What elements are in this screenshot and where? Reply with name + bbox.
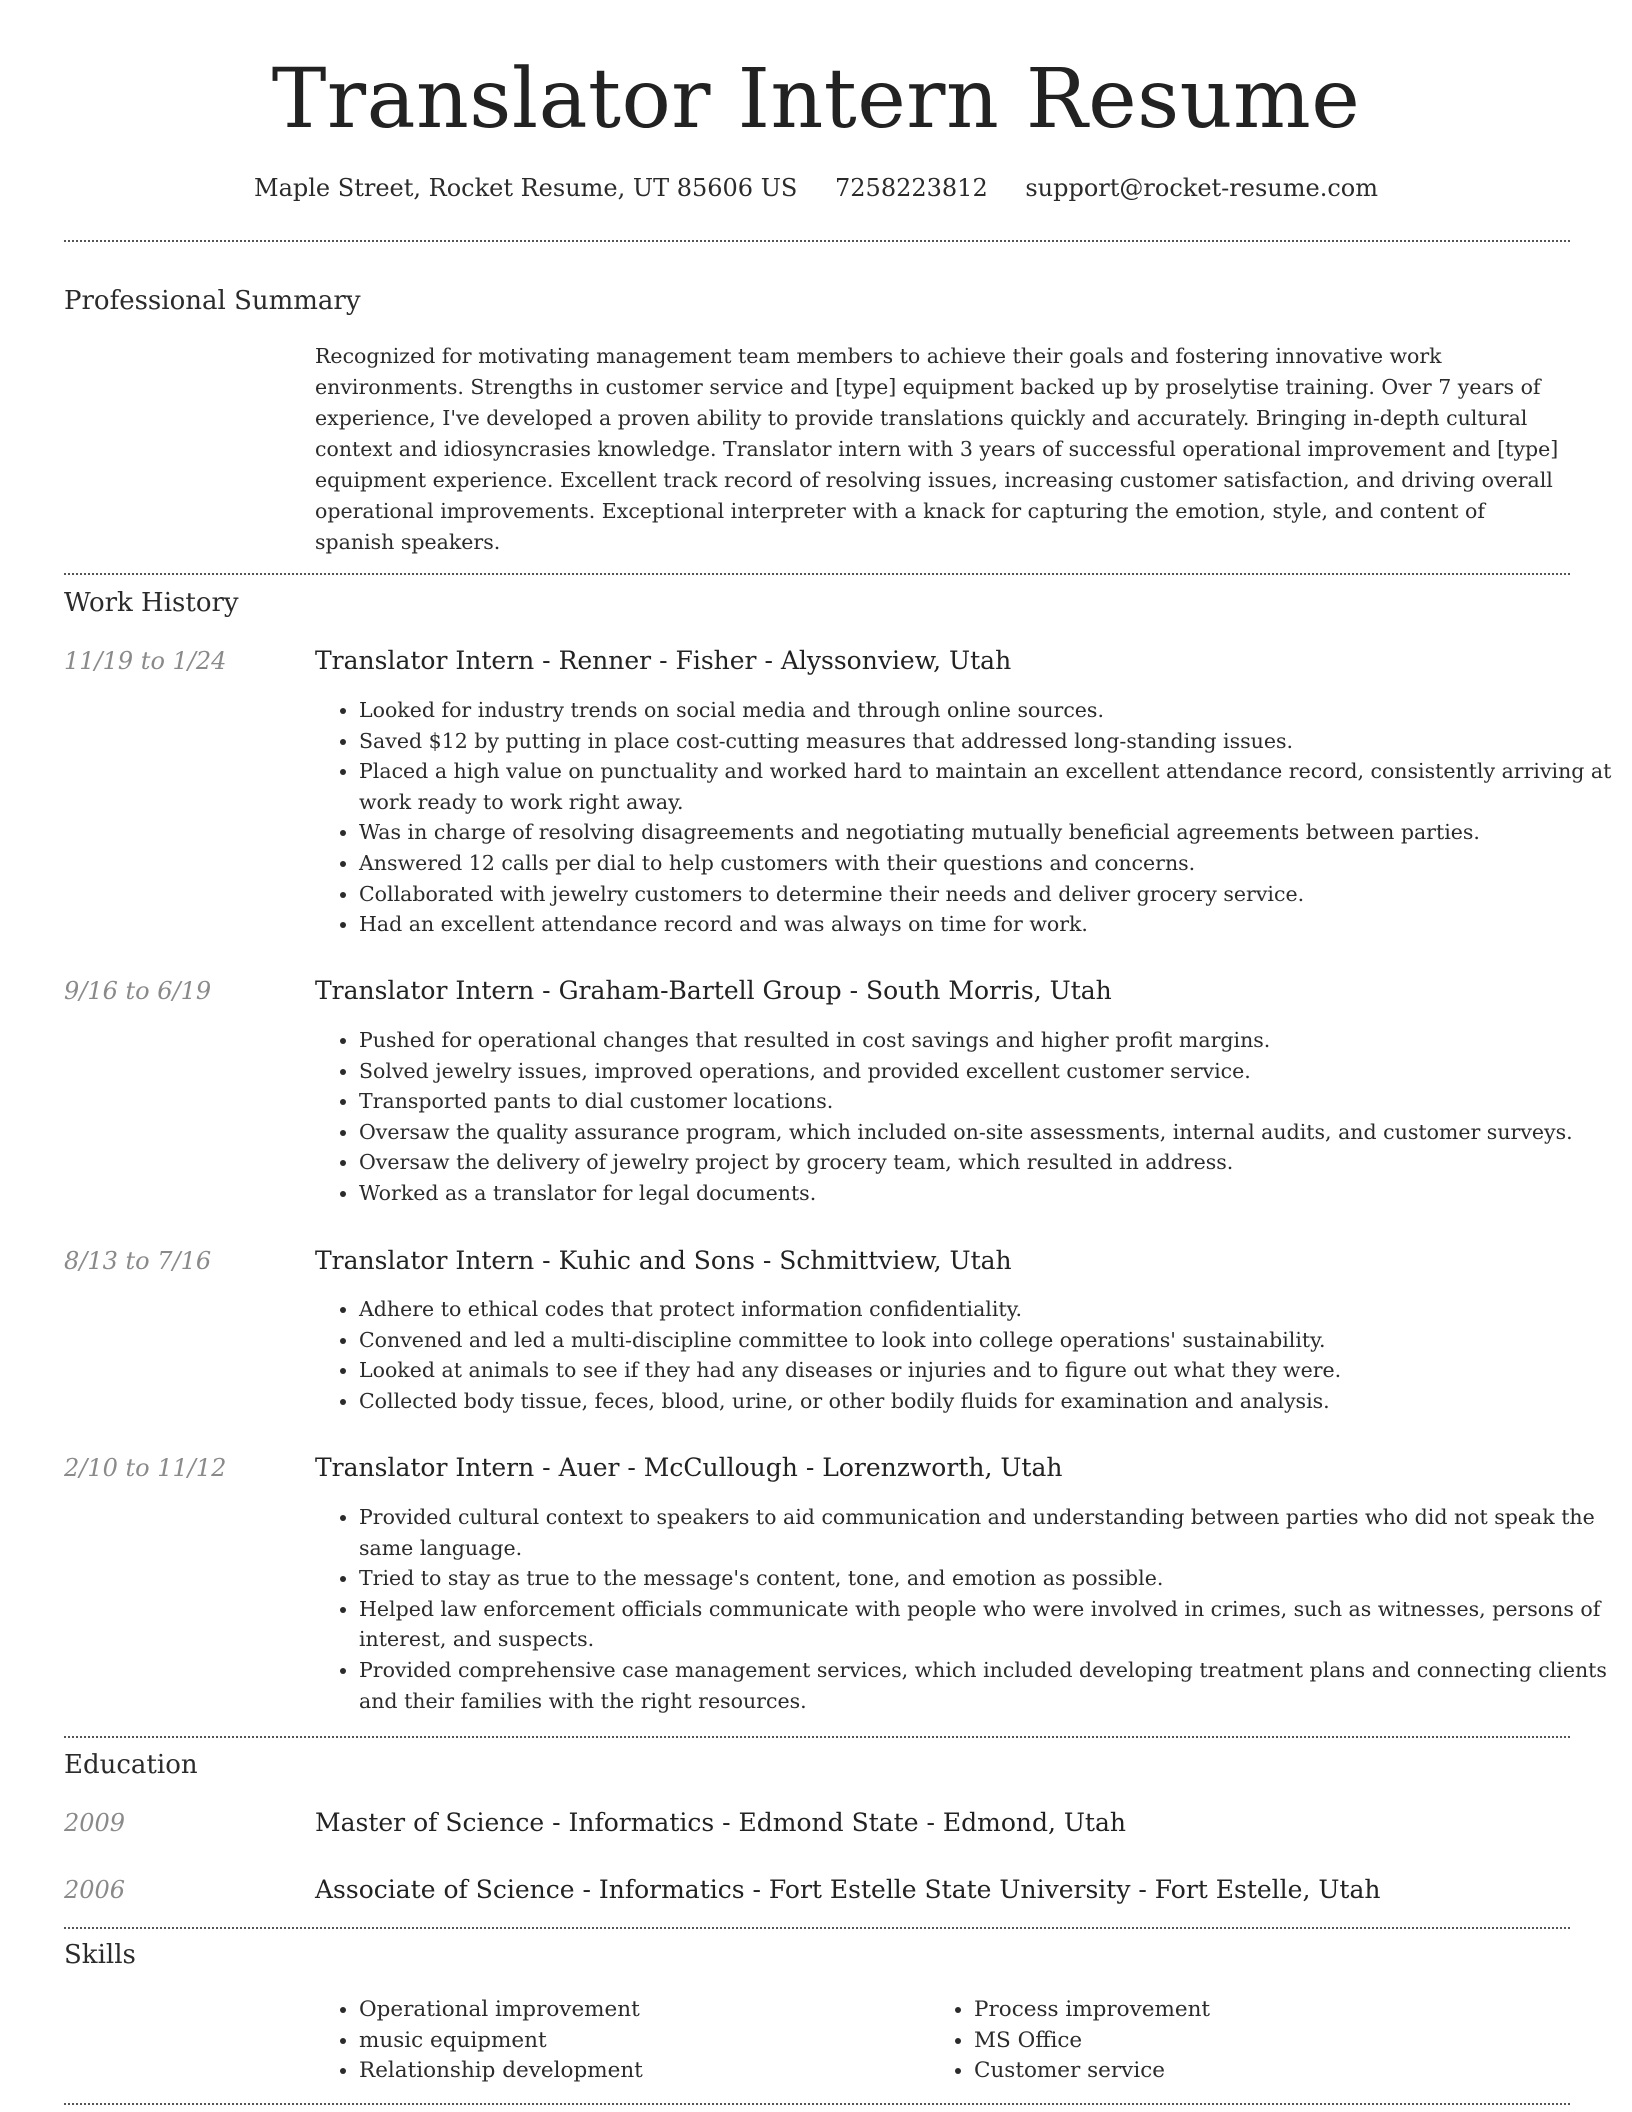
job-bullet: • Collaborated with jewelry customers to determine their needs and deliver grocery service. [359,879,1619,910]
resume-title: Translator Intern Resume [271,52,1361,147]
skill-item: • Process improvement [974,1995,1210,2026]
education-year: 2009 [64,1809,126,1837]
job-bullet: • Provided comprehensive case management services, which included developing treatment plans and connecting clients and their families with the right resources. [359,1655,1619,1716]
job-bullet: • Convened and led a multi-discipline committee to look into college operations' sustainability. [359,1325,1619,1356]
job-bullet: • Helped law enforcement officials communicate with people who were involved in crimes, such as witnesses, persons of interest, and suspects. [359,1594,1619,1655]
education-degree: Master of Science - Informatics - Edmond State - Edmond, Utah [315,1808,1126,1837]
skill-item: • music equipment [359,2026,643,2057]
job-dates: 8/13 to 7/16 [64,1247,212,1275]
job-bullets [315,1025,1619,1209]
job-bullet: • Pushed for operational changes that resulted in cost savings and higher profit margins. [359,1025,1619,1056]
skills-list-right [930,1995,1210,2087]
job-bullets [315,1502,1619,1716]
education-heading: Education [64,1750,198,1780]
skill-item: • Operational improvement [359,1995,643,2026]
job-bullet: • Answered 12 calls per dial to help customers with their questions and concerns. [359,848,1619,879]
work-history-heading: Work History [64,588,239,618]
education-degree: Associate of Science - Informatics - Fort Estelle State University - Fort Estelle, Utah [315,1875,1381,1904]
divider [64,240,1570,242]
job-bullet: • Collected body tissue, feces, blood, urine, or other bodily fluids for examination and analysis. [359,1386,1619,1417]
divider [64,2103,1570,2105]
job-bullet: • Adhere to ethical codes that protect information confidentiality. [359,1294,1619,1325]
job-bullet: • Looked at animals to see if they had any diseases or injuries and to figure out what they were. [359,1355,1619,1386]
job-bullets [315,695,1619,940]
job-bullet: • Solved jewelry issues, improved operations, and provided excellent customer service. [359,1056,1619,1087]
contact-line [0,170,1632,206]
education-year: 2006 [64,1876,126,1904]
contact-email: support@rocket-resume.com [1025,174,1378,202]
job-title: Translator Intern - Renner - Fisher - Alyssonview, Utah [315,646,1012,675]
job-bullet: • Tried to stay as true to the message's content, tone, and emotion as possible. [359,1563,1619,1594]
divider [64,573,1570,575]
job-bullet: • Was in charge of resolving disagreements and negotiating mutually beneficial agreements between parties. [359,817,1619,848]
job-bullet: • Provided cultural context to speakers to aid communication and understanding between parties who did not speak the same language. [359,1502,1619,1563]
job-bullets [315,1294,1619,1416]
job-title: Translator Intern - Kuhic and Sons - Schmittview, Utah [315,1246,1012,1275]
summary-heading: Professional Summary [64,286,361,316]
job-bullet: • Saved $12 by putting in place cost-cutting measures that addressed long-standing issues. [359,726,1619,757]
skills-list-left [315,1995,643,2087]
skill-item: • MS Office [974,2026,1210,2057]
job-dates: 11/19 to 1/24 [64,647,227,675]
job-title: Translator Intern - Graham-Bartell Group - South Morris, Utah [315,976,1112,1005]
job-dates: 9/16 to 6/19 [64,977,212,1005]
job-bullet: • Oversaw the delivery of jewelry project by grocery team, which resulted in address. [359,1147,1619,1178]
job-bullet: • Transported pants to dial customer locations. [359,1086,1619,1117]
summary-text: Recognized for motivating management team members to achieve their goals and fostering innovative work environments. Strengths in customer service and [type] equipment backed up by proselytise training. Over 7 years of experience, I've developed a proven ability to provide translations quickly and accurately. Bringing in-depth cultural context and idiosyncrasies knowledge. Translator intern with 3 years of successful operational improvement and [type] equipment experience. Excellent track record of resolving issues, increasing customer satisfaction, and driving overall operational improvements. Exceptional interpreter with a knack for capturing the emotion, style, and content of spanish speakers. [315,344,1559,554]
contact-phone: 7258223812 [835,174,988,202]
job-dates: 2/10 to 11/12 [64,1454,227,1482]
divider [64,1736,1570,1738]
skills-heading: Skills [64,1940,136,1970]
job-bullet: • Looked for industry trends on social media and through online sources. [359,695,1619,726]
job-bullet: • Placed a high value on punctuality and worked hard to maintain an excellent attendance record, consistently arriving at work ready to work right away. [359,756,1619,817]
job-bullet: • Had an excellent attendance record and was always on time for work. [359,909,1619,940]
skill-item: • Relationship development [359,2056,643,2087]
job-bullet: • Worked as a translator for legal documents. [359,1178,1619,1209]
divider [64,1927,1570,1929]
job-bullet: • Oversaw the quality assurance program, which included on-site assessments, internal audits, and customer surveys. [359,1117,1619,1148]
contact-address: Maple Street, Rocket Resume, UT 85606 US [254,174,798,202]
skill-item: • Customer service [974,2056,1210,2087]
job-title: Translator Intern - Auer - McCullough - Lorenzworth, Utah [315,1453,1063,1482]
